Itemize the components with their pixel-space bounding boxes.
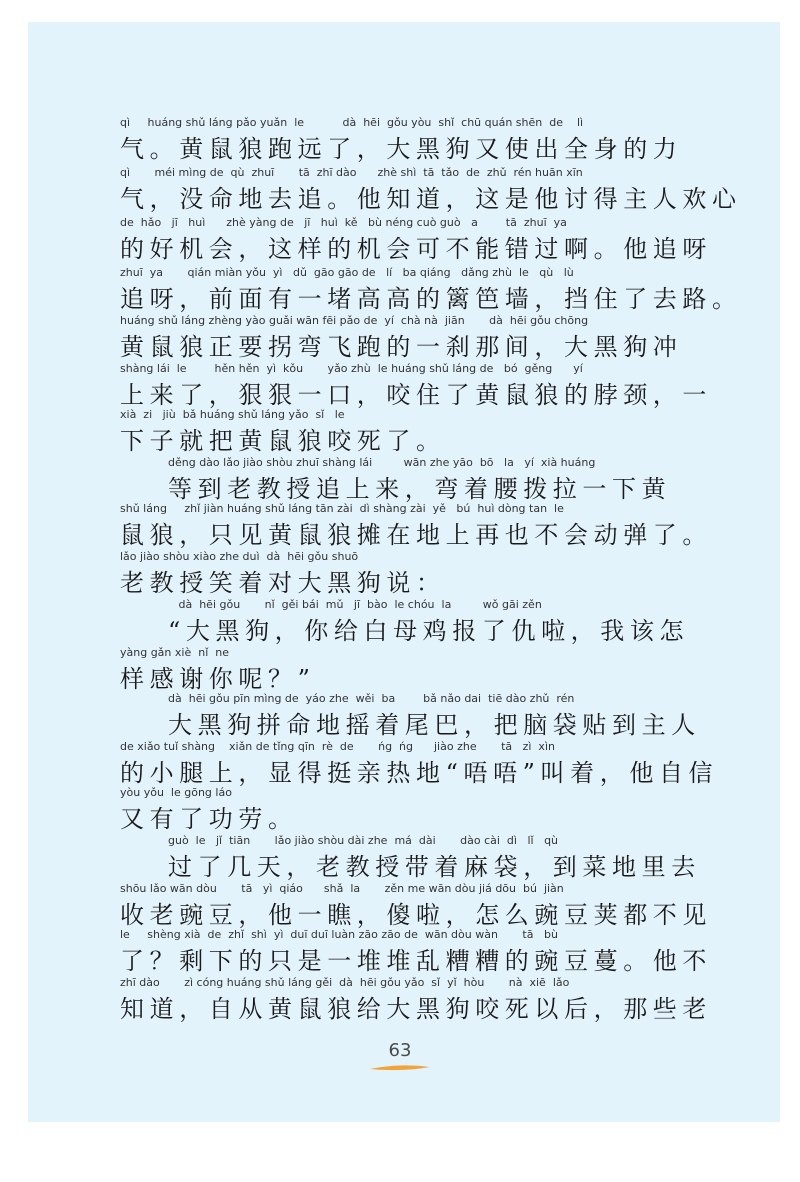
chinese-line: 大黑狗拼命地摇着尾巴，把脑袋贴到主人 — [168, 711, 701, 739]
chinese-line: 追呀，前面有一堵高高的篱笆墙，挡住了去路。 — [120, 285, 742, 313]
pinyin-line: lǎo jiào shòu xiào zhe duì dà hēi gǒu shuō — [120, 550, 359, 563]
chinese-line: 知道，自从黄鼠狼给大黑狗咬死以后，那些老 — [120, 995, 712, 1023]
pinyin-line: le shèng xià de zhǐ shì yì duī duī luàn zāo zāo de wān dòu wàn tā bù — [120, 928, 558, 941]
chinese-line: 气。黄鼠狼跑远了，大黑狗又使出全身的力 — [120, 135, 683, 163]
pinyin-line: qì méi mìng de qù zhuī tā zhī dào zhè shì tā tǎo de zhǔ rén huān xīn — [120, 166, 583, 179]
pinyin-line: shàng lái le hěn hěn yì kǒu yǎo zhù le huáng shǔ láng de bó gěng yí — [120, 362, 583, 375]
pinyin-line: qì huáng shǔ láng pǎo yuǎn le dà hēi gǒu yòu shǐ chū quán shēn de lì — [120, 116, 584, 129]
pinyin-line: de hǎo jī huì zhè yàng de jī huì kě bù néng cuò guò a tā zhuī ya — [120, 216, 567, 229]
pinyin-line: děng dào lǎo jiào shòu zhuī shàng lái wān zhe yāo bō la yí xià huáng — [168, 456, 596, 469]
chinese-line: 样感谢你呢？” — [120, 665, 316, 693]
pinyin-line: yòu yǒu le gōng láo — [120, 786, 232, 799]
chinese-line: 上来了，狠狠一口，咬住了黄鼠狼的脖颈，一 — [120, 381, 712, 409]
chinese-line: 下子就把黄鼠狼咬死了。 — [120, 427, 446, 455]
chinese-line: 等到老教授追上来，弯着腰拨拉一下黄 — [168, 475, 672, 503]
pinyin-line: dà hēi gǒu nǐ gěi bái mǔ jī bào le chóu la wǒ gāi zěn — [168, 598, 542, 611]
chinese-line: 的小腿上，显得挺亲热地“唔唔”叫着，他自信 — [120, 759, 719, 787]
pinyin-line: shōu lǎo wān dòu tā yì qiáo shǎ la zěn me wān dòu jiá dōu bú jiàn — [120, 882, 564, 895]
pinyin-line: xià zi jiù bǎ huáng shǔ láng yǎo sǐ le — [120, 408, 345, 421]
chinese-line: 鼠狼，只见黄鼠狼摊在地上再也不会动弹了。 — [120, 521, 712, 549]
pinyin-line: de xiǎo tuǐ shàng xiǎn de tǐng qīn rè de ńg ńg jiào zhe tā zì xìn — [120, 740, 555, 753]
pinyin-line: guò le jǐ tiān lǎo jiào shòu dài zhe má dài dào cài dì lǐ qù — [168, 834, 559, 847]
chinese-line: 的好机会，这样的机会可不能错过啊。他追呀 — [120, 235, 712, 263]
chinese-line: 又有了功劳。 — [120, 805, 298, 833]
chinese-line: 老教授笑着对大黑狗说： — [120, 569, 446, 597]
page-number-swoosh — [368, 1060, 432, 1074]
pinyin-line: huáng shǔ láng zhèng yào guǎi wān fēi pǎo de yí chà nà jiān dà hēi gǒu chōng — [120, 314, 589, 327]
pinyin-line: zhuī ya qián miàn yǒu yì dǔ gāo gāo de lí ba qiáng dǎng zhù le qù lù — [120, 266, 574, 279]
chinese-line: 过了几天，老教授带着麻袋，到菜地里去 — [168, 853, 701, 881]
pinyin-line: yàng gǎn xiè nǐ ne — [120, 646, 229, 659]
pinyin-line: dà hēi gǒu pīn mìng de yáo zhe wěi ba bǎ nǎo dai tiē dào zhǔ rén — [168, 692, 575, 705]
text-line — [0, 976, 800, 1042]
chinese-line: 收老豌豆，他一瞧，傻啦，怎么豌豆荚都不见 — [120, 901, 712, 929]
chinese-line: 了？剩下的只是一堆堆乱糟糟的豌豆蔓。他不 — [120, 947, 712, 975]
pinyin-line: zhī dào zì cóng huáng shǔ láng gěi dà hēi gǒu yǎo sǐ yǐ hòu nà xiē lǎo — [120, 976, 570, 989]
page-number: 63 — [388, 1040, 412, 1061]
pinyin-line: shǔ láng zhǐ jiàn huáng shǔ láng tān zài dì shàng zài yě bú huì dòng tan le — [120, 502, 564, 515]
chinese-line: 黄鼠狼正要拐弯飞跑的一刹那间，大黑狗冲 — [120, 333, 683, 361]
chinese-line: 气，没命地去追。他知道，这是他讨得主人欢心 — [120, 185, 742, 213]
chinese-line: “大黑狗，你给白母鸡报了仇啦，我该怎 — [168, 617, 690, 645]
